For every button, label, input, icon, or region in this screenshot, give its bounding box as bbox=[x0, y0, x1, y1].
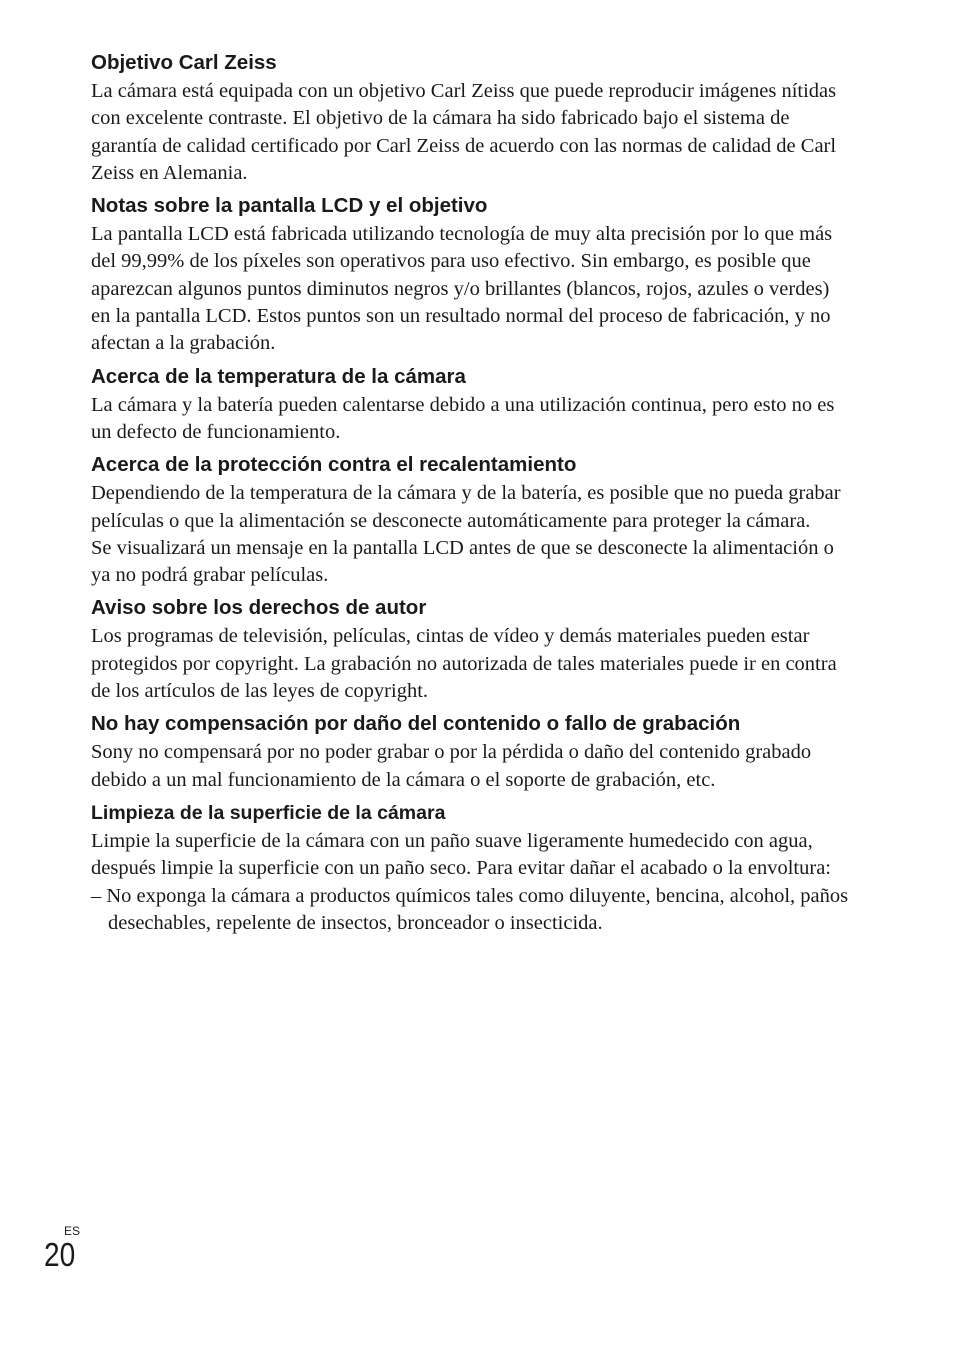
section-paragraph: Se visualizará un mensaje en la pantalla LCD antes de que se desconecte la alimentación o ya no podrá grabar películas. bbox=[91, 536, 834, 587]
section-paragraph: Dependiendo de la temperatura de la cámara y de la batería, es posible que no pueda grabar películas o que la alimentación se desconecte automáticamente para proteger la cámara. bbox=[91, 482, 841, 532]
section-paragraph: La pantalla LCD está fabricada utilizando tecnología de muy alta precisión por lo que más del 99,99% de los píxeles son operativos para uso efectivo. Sin embargo, es posible que aparezcan algunos puntos diminutos negros y/o brillantes (blancos, rojos, azules o verdes) en la pantalla LCD. Estos puntos son un resultado normal del proceso de fabricación, y no afectan a la grabación. bbox=[91, 223, 833, 355]
section-heading: Objetivo Carl Zeiss bbox=[91, 51, 277, 74]
section-paragraph: Sony no compensará por no poder grabar o por la pérdida o daño del contenido grabado debido a un mal funcionamiento de la cámara o el soporte de grabación, etc. bbox=[91, 741, 812, 791]
section-lcd-notes bbox=[91, 191, 851, 357]
section-heading: Acerca de la protección contra el recalentamiento bbox=[91, 453, 577, 477]
page-language-label: ES bbox=[64, 1224, 81, 1238]
section-paragraph: Los programas de televisión, películas, cintas de vídeo y demás materiales pueden estar protegidos por copyright. La grabación no autorizada de tales materiales puede ir en contra de los artículos de las leyes de copyright. bbox=[91, 625, 837, 703]
section-copyright bbox=[91, 593, 851, 705]
section-paragraph: Limpie la superficie de la cámara con un paño suave ligeramente humedecido con agua, después limpie la superficie con un paño seco. Para evitar dañar el acabado o la envoltura: bbox=[91, 829, 831, 880]
section-heading: Limpieza de la superficie de la cámara bbox=[91, 801, 446, 824]
section-temperature bbox=[91, 362, 851, 447]
page-content bbox=[91, 48, 851, 941]
page-number: 20 bbox=[44, 1236, 76, 1273]
section-heading: Notas sobre la pantalla LCD y el objetivo bbox=[91, 194, 488, 218]
section-paragraph: La cámara está equipada con un objetivo Carl Zeiss que puede reproducir imágenes nítidas con excelente contraste. El objetivo de la cámara ha sido fabricado bajo el sistema de garantía de calidad certificado por Carl Zeiss de acuerdo con las normas de calidad de Carl Zeiss en Alemania. bbox=[91, 80, 837, 184]
section-carl-zeiss bbox=[91, 48, 851, 187]
section-overheating bbox=[91, 450, 851, 589]
section-heading: No hay compensación por daño del contenido o fallo de grabación bbox=[91, 712, 741, 736]
section-no-compensation bbox=[91, 709, 851, 794]
section-cleaning bbox=[91, 798, 851, 937]
section-heading: Acerca de la temperatura de la cámara bbox=[91, 364, 466, 388]
section-heading: Aviso sobre los derechos de autor bbox=[91, 596, 427, 620]
section-paragraph: La cámara y la batería pueden calentarse debido a una utilización continua, pero esto no es un defecto de funcionamiento. bbox=[91, 393, 835, 443]
bullet-item: – No exponga la cámara a productos químicos tales como diluyente, bencina, alcohol, paños desechables, repelente de insectos, bronceador o insecticida. bbox=[91, 884, 849, 934]
